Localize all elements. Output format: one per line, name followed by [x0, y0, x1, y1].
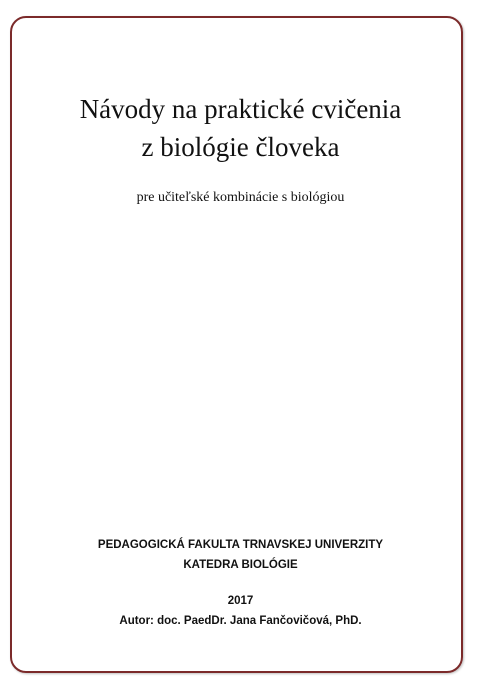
document-title-line-2: z biológie človeka	[141, 132, 340, 162]
faculty-name: PEDAGOGICKÁ FAKULTA TRNAVSKEJ UNIVERZITY	[97, 539, 384, 551]
author-line: Autor: doc. PaedDr. Jana Fančovičová, PhD.	[119, 615, 362, 627]
document-subtitle: pre učiteľské kombinácie s biológiou	[136, 190, 345, 205]
department-name: KATEDRA BIOLÓGIE	[183, 559, 298, 571]
document-title-line-1: Návody na praktické cvičenia	[79, 94, 402, 124]
publication-year: 2017	[227, 595, 254, 607]
